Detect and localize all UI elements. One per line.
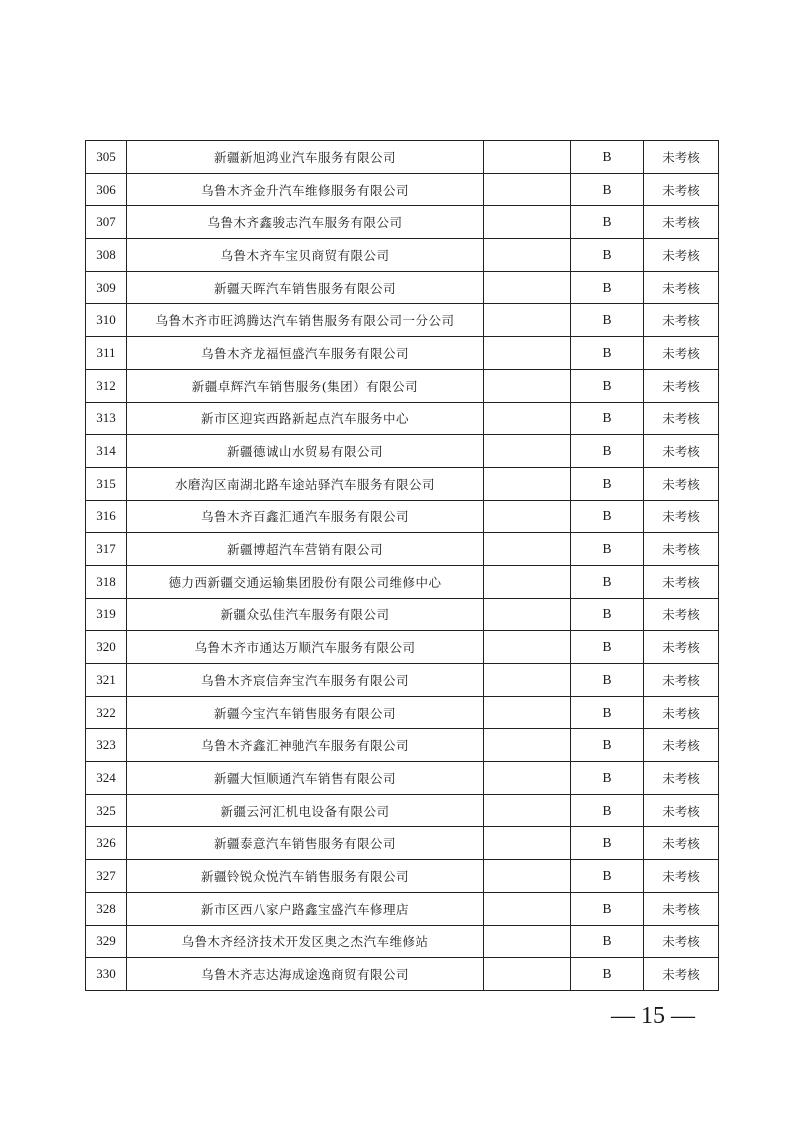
assessment-status: 未考核 xyxy=(644,141,719,174)
assessment-status: 未考核 xyxy=(644,958,719,991)
row-number: 315 xyxy=(86,467,127,500)
rating-grade: B xyxy=(571,794,644,827)
row-number: 314 xyxy=(86,435,127,468)
blank-cell xyxy=(484,173,571,206)
company-rating-table xyxy=(85,140,719,991)
assessment-status: 未考核 xyxy=(644,435,719,468)
company-name: 乌鲁木齐鑫汇神驰汽车服务有限公司 xyxy=(127,729,484,762)
company-name: 乌鲁木齐市通达万顺汽车服务有限公司 xyxy=(127,631,484,664)
rating-grade: B xyxy=(571,860,644,893)
table-row xyxy=(86,500,719,533)
row-number: 330 xyxy=(86,958,127,991)
company-name: 乌鲁木齐宸信奔宝汽车服务有限公司 xyxy=(127,664,484,697)
blank-cell xyxy=(484,533,571,566)
blank-cell xyxy=(484,827,571,860)
row-number: 322 xyxy=(86,696,127,729)
blank-cell xyxy=(484,402,571,435)
rating-grade: B xyxy=(571,565,644,598)
assessment-status: 未考核 xyxy=(644,206,719,239)
assessment-status: 未考核 xyxy=(644,337,719,370)
rating-grade: B xyxy=(571,304,644,337)
table-row xyxy=(86,958,719,991)
blank-cell xyxy=(484,925,571,958)
rating-grade: B xyxy=(571,696,644,729)
row-number: 328 xyxy=(86,892,127,925)
table-row xyxy=(86,794,719,827)
assessment-status: 未考核 xyxy=(644,794,719,827)
company-name: 水磨沟区南湖北路车途站驿汽车服务有限公司 xyxy=(127,467,484,500)
row-number: 323 xyxy=(86,729,127,762)
assessment-status: 未考核 xyxy=(644,892,719,925)
assessment-status: 未考核 xyxy=(644,762,719,795)
company-name: 新疆新旭鸿业汽车服务有限公司 xyxy=(127,141,484,174)
assessment-status: 未考核 xyxy=(644,827,719,860)
row-number: 324 xyxy=(86,762,127,795)
blank-cell xyxy=(484,369,571,402)
table-row xyxy=(86,664,719,697)
company-name: 新疆铃锐众悦汽车销售服务有限公司 xyxy=(127,860,484,893)
rating-grade: B xyxy=(571,598,644,631)
blank-cell xyxy=(484,467,571,500)
table-row xyxy=(86,337,719,370)
row-number: 305 xyxy=(86,141,127,174)
blank-cell xyxy=(484,304,571,337)
blank-cell xyxy=(484,565,571,598)
company-name: 乌鲁木齐经济技术开发区奥之杰汽车维修站 xyxy=(127,925,484,958)
rating-grade: B xyxy=(571,925,644,958)
table-row xyxy=(86,402,719,435)
company-name: 新市区西八家户路鑫宝盛汽车修理店 xyxy=(127,892,484,925)
rating-grade: B xyxy=(571,729,644,762)
blank-cell xyxy=(484,664,571,697)
company-name: 新疆德诚山水贸易有限公司 xyxy=(127,435,484,468)
company-name: 新疆众弘佳汽车服务有限公司 xyxy=(127,598,484,631)
row-number: 313 xyxy=(86,402,127,435)
table-row xyxy=(86,239,719,272)
company-name: 乌鲁木齐鑫骏志汽车服务有限公司 xyxy=(127,206,484,239)
blank-cell xyxy=(484,729,571,762)
rating-grade: B xyxy=(571,239,644,272)
company-name: 乌鲁木齐百鑫汇通汽车服务有限公司 xyxy=(127,500,484,533)
assessment-status: 未考核 xyxy=(644,664,719,697)
assessment-status: 未考核 xyxy=(644,860,719,893)
company-name: 新疆泰意汽车销售服务有限公司 xyxy=(127,827,484,860)
company-name: 乌鲁木齐市旺鸿腾达汽车销售服务有限公司一分公司 xyxy=(127,304,484,337)
rating-grade: B xyxy=(571,337,644,370)
row-number: 317 xyxy=(86,533,127,566)
assessment-status: 未考核 xyxy=(644,173,719,206)
blank-cell xyxy=(484,141,571,174)
assessment-status: 未考核 xyxy=(644,631,719,664)
blank-cell xyxy=(484,337,571,370)
table-row xyxy=(86,435,719,468)
blank-cell xyxy=(484,500,571,533)
row-number: 310 xyxy=(86,304,127,337)
table-row xyxy=(86,827,719,860)
table-row xyxy=(86,696,719,729)
row-number: 319 xyxy=(86,598,127,631)
blank-cell xyxy=(484,958,571,991)
row-number: 327 xyxy=(86,860,127,893)
blank-cell xyxy=(484,762,571,795)
company-name: 新疆今宝汽车销售服务有限公司 xyxy=(127,696,484,729)
table-row xyxy=(86,467,719,500)
company-name: 新市区迎宾西路新起点汽车服务中心 xyxy=(127,402,484,435)
assessment-status: 未考核 xyxy=(644,729,719,762)
row-number: 312 xyxy=(86,369,127,402)
rating-grade: B xyxy=(571,271,644,304)
table-row xyxy=(86,925,719,958)
assessment-status: 未考核 xyxy=(644,304,719,337)
table-body xyxy=(86,141,719,991)
assessment-status: 未考核 xyxy=(644,696,719,729)
rating-grade: B xyxy=(571,827,644,860)
assessment-status: 未考核 xyxy=(644,925,719,958)
company-name: 乌鲁木齐志达海成途逸商贸有限公司 xyxy=(127,958,484,991)
row-number: 325 xyxy=(86,794,127,827)
row-number: 316 xyxy=(86,500,127,533)
assessment-status: 未考核 xyxy=(644,271,719,304)
row-number: 321 xyxy=(86,664,127,697)
table-row xyxy=(86,631,719,664)
rating-grade: B xyxy=(571,402,644,435)
company-name: 新疆博超汽车营销有限公司 xyxy=(127,533,484,566)
table-row xyxy=(86,729,719,762)
company-name: 德力西新疆交通运输集团股份有限公司维修中心 xyxy=(127,565,484,598)
rating-grade: B xyxy=(571,762,644,795)
rating-grade: B xyxy=(571,892,644,925)
row-number: 309 xyxy=(86,271,127,304)
table-row xyxy=(86,173,719,206)
table-row xyxy=(86,565,719,598)
rating-grade: B xyxy=(571,141,644,174)
row-number: 320 xyxy=(86,631,127,664)
blank-cell xyxy=(484,794,571,827)
table-row xyxy=(86,369,719,402)
assessment-status: 未考核 xyxy=(644,467,719,500)
row-number: 318 xyxy=(86,565,127,598)
rating-grade: B xyxy=(571,467,644,500)
rating-grade: B xyxy=(571,369,644,402)
blank-cell xyxy=(484,631,571,664)
blank-cell xyxy=(484,435,571,468)
company-name: 新疆大恒顺通汽车销售有限公司 xyxy=(127,762,484,795)
blank-cell xyxy=(484,892,571,925)
table-row xyxy=(86,271,719,304)
rating-grade: B xyxy=(571,533,644,566)
blank-cell xyxy=(484,696,571,729)
rating-grade: B xyxy=(571,435,644,468)
rating-grade: B xyxy=(571,206,644,239)
rating-grade: B xyxy=(571,500,644,533)
blank-cell xyxy=(484,860,571,893)
row-number: 307 xyxy=(86,206,127,239)
rating-grade: B xyxy=(571,631,644,664)
table-row xyxy=(86,141,719,174)
company-name: 乌鲁木齐车宝贝商贸有限公司 xyxy=(127,239,484,272)
row-number: 306 xyxy=(86,173,127,206)
company-name: 新疆卓辉汽车销售服务(集团）有限公司 xyxy=(127,369,484,402)
table-row xyxy=(86,304,719,337)
assessment-status: 未考核 xyxy=(644,239,719,272)
company-name: 新疆天晖汽车销售服务有限公司 xyxy=(127,271,484,304)
company-name: 乌鲁木齐龙福恒盛汽车服务有限公司 xyxy=(127,337,484,370)
row-number: 326 xyxy=(86,827,127,860)
rating-grade: B xyxy=(571,173,644,206)
blank-cell xyxy=(484,206,571,239)
rating-grade: B xyxy=(571,958,644,991)
blank-cell xyxy=(484,239,571,272)
assessment-status: 未考核 xyxy=(644,369,719,402)
rating-grade: B xyxy=(571,664,644,697)
table-row xyxy=(86,206,719,239)
assessment-status: 未考核 xyxy=(644,565,719,598)
blank-cell xyxy=(484,271,571,304)
page-number: — 15 — xyxy=(611,1003,695,1029)
assessment-status: 未考核 xyxy=(644,500,719,533)
table-row xyxy=(86,533,719,566)
table-row xyxy=(86,860,719,893)
company-name: 新疆云河汇机电设备有限公司 xyxy=(127,794,484,827)
row-number: 329 xyxy=(86,925,127,958)
row-number: 308 xyxy=(86,239,127,272)
row-number: 311 xyxy=(86,337,127,370)
assessment-status: 未考核 xyxy=(644,598,719,631)
blank-cell xyxy=(484,598,571,631)
assessment-status: 未考核 xyxy=(644,533,719,566)
company-name: 乌鲁木齐金升汽车维修服务有限公司 xyxy=(127,173,484,206)
table-row xyxy=(86,762,719,795)
assessment-status: 未考核 xyxy=(644,402,719,435)
table-row xyxy=(86,598,719,631)
table-row xyxy=(86,892,719,925)
